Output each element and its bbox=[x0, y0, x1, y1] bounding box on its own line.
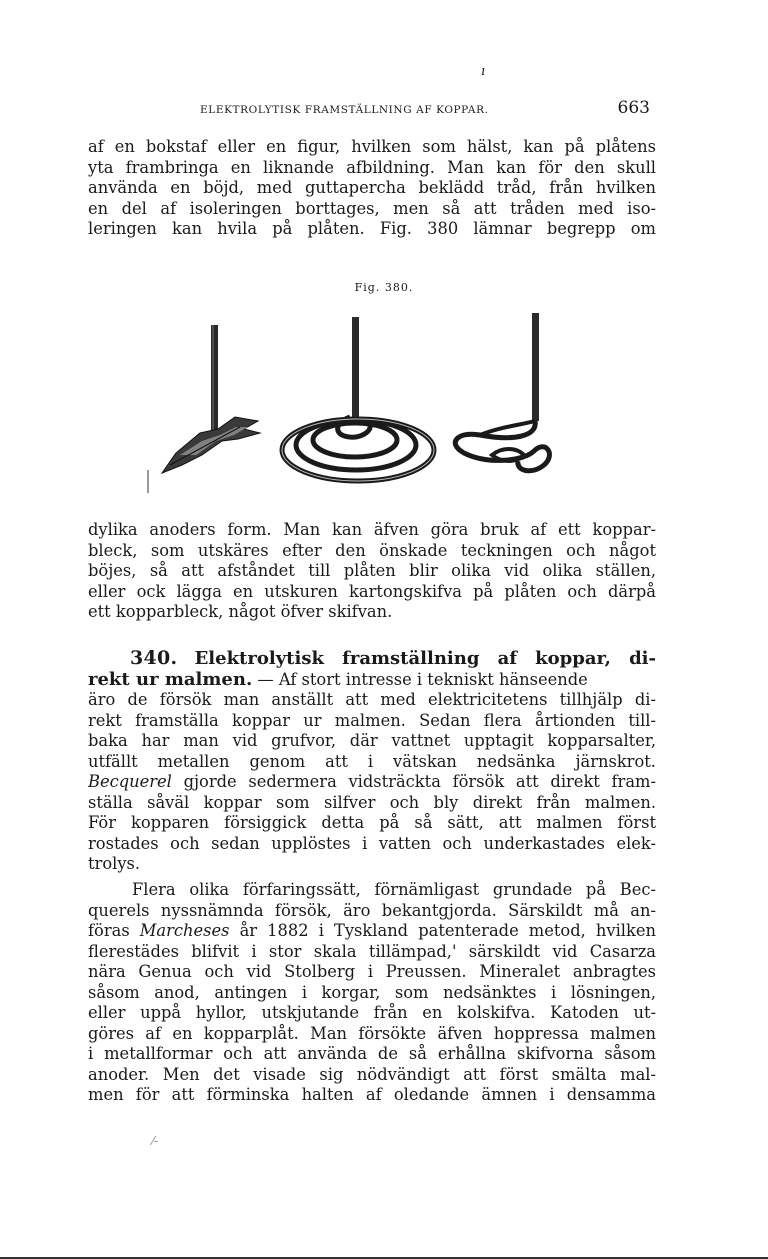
text-line: anoder. Men det visade sig nödvändigt att först smälta mal- bbox=[88, 1064, 656, 1084]
text-line: yta frambringa en liknande afbildning. Man kan för den skull bbox=[88, 157, 656, 177]
author-name: Becquerel bbox=[88, 772, 172, 791]
text-span: föras bbox=[88, 921, 140, 940]
text-line: böjes, så att afståndet till plåten blir olika vid olika ställen, bbox=[88, 561, 656, 580]
text-line bbox=[88, 772, 656, 793]
paragraph-2 bbox=[88, 520, 656, 623]
text-line: såsom anod, antingen i korgar, som nedsänktes i lösningen, bbox=[88, 982, 656, 1002]
footer-mark: ⁄‐ bbox=[152, 1134, 159, 1148]
text-line: Flera olika förfaringssätt, förnämligast grundade på Bec- bbox=[132, 880, 656, 899]
paragraph-1 bbox=[88, 137, 656, 240]
section-heading bbox=[88, 648, 656, 690]
text-line: en del af isoleringen borttages, men så att tråden med iso- bbox=[88, 198, 656, 218]
text-line: rekt framställa koppar ur malmen. Sedan flera årtionden till- bbox=[88, 710, 656, 730]
figure-caption: Fig. 380. bbox=[354, 281, 414, 294]
text-line: baka har man vid grufvor, där vattnet upptagit kopparsalter, bbox=[88, 731, 656, 750]
text-line: i metallformar och att använda de så erhållna skifvorna såsom bbox=[88, 1044, 656, 1063]
text-line: flerestädes blifvit i stor skala tillämpad,' särskildt vid Casarza bbox=[88, 941, 656, 961]
text-line: För kopparen försiggick detta på så sätt, att malmen först bbox=[88, 813, 656, 832]
printer-mark: ı bbox=[481, 64, 486, 79]
text-span: gjorde sedermera vidsträckta försök att direkt fram- bbox=[171, 772, 656, 791]
running-title: ELEKTROLYTISK FRAMSTÄLLNING AF KOPPAR. bbox=[200, 104, 489, 116]
text-line: nära Genua och vid Stolberg i Preussen. Mineralet anbragtes bbox=[88, 962, 656, 981]
text-line: ett kopparbleck, något öfver skifvan. bbox=[88, 602, 393, 621]
heading-line-2 bbox=[88, 669, 656, 690]
running-head bbox=[88, 98, 656, 122]
text-line: utfällt metallen genom att i vätskan nedsänka järnskrot. bbox=[88, 751, 656, 771]
text-line: bleck, som utskäres efter den önskade teckningen och något bbox=[88, 540, 656, 560]
figure-380-anodes bbox=[140, 305, 580, 505]
text-line: leringen kan hvila på plåten. Fig. 380 lämnar begrepp om bbox=[88, 219, 656, 238]
text-line: ställa såväl koppar som silfver och bly direkt från malmen. bbox=[88, 792, 656, 812]
text-line: äro de försök man anställt att med elektricitetens tillhjälp di- bbox=[88, 690, 656, 709]
text-line: men för att förminska halten af oledande ämnen i densamma bbox=[88, 1085, 656, 1104]
page-number: 663 bbox=[617, 98, 650, 118]
section-title-cont: rekt ur malmen. bbox=[88, 669, 253, 690]
paragraph-4 bbox=[88, 880, 656, 1106]
text-line: trolys. bbox=[88, 854, 141, 873]
text-line: dylika anoders form. Man kan äfven göra bruk af ett koppar- bbox=[88, 520, 656, 539]
text-line bbox=[88, 921, 656, 942]
text-line: använda en böjd, med guttapercha beklädd tråd, från hvilken bbox=[88, 178, 656, 197]
section-title: Elektrolytisk framställning af koppar, di- bbox=[194, 648, 656, 669]
spiral-anode bbox=[282, 317, 434, 481]
text-line: eller uppå hyllor, utskjutande från en kolskifva. Katoden ut- bbox=[88, 1003, 656, 1022]
text-line: eller ock lägga en utskuren kartongskifva på plåten och därpå bbox=[88, 581, 656, 601]
paragraph-3 bbox=[88, 690, 656, 875]
author-name: Marcheses bbox=[139, 921, 230, 940]
text-line: querels nyssnämnda försök, äro bekantgjorda. Särskildt må an- bbox=[88, 900, 656, 920]
text-line: af en bokstaf eller en figur, hvilken som hälst, kan på plåtens bbox=[88, 137, 656, 156]
text-span: år 1882 i Tyskland patenterade metod, hvilken bbox=[229, 921, 656, 940]
section-intro: — Af stort intresse i tekniskt hänseende bbox=[252, 670, 588, 689]
section-number: 340. bbox=[130, 648, 178, 669]
text-line: göres af en kopparplåt. Man försökte äfven hoppressa malmen bbox=[88, 1023, 656, 1043]
heading-line-1 bbox=[88, 648, 656, 669]
text-line: rostades och sedan upplöstes i vatten och underkastades elek- bbox=[88, 833, 656, 853]
figure-shaped-anode bbox=[455, 313, 549, 471]
flat-cross-anode bbox=[148, 325, 260, 493]
